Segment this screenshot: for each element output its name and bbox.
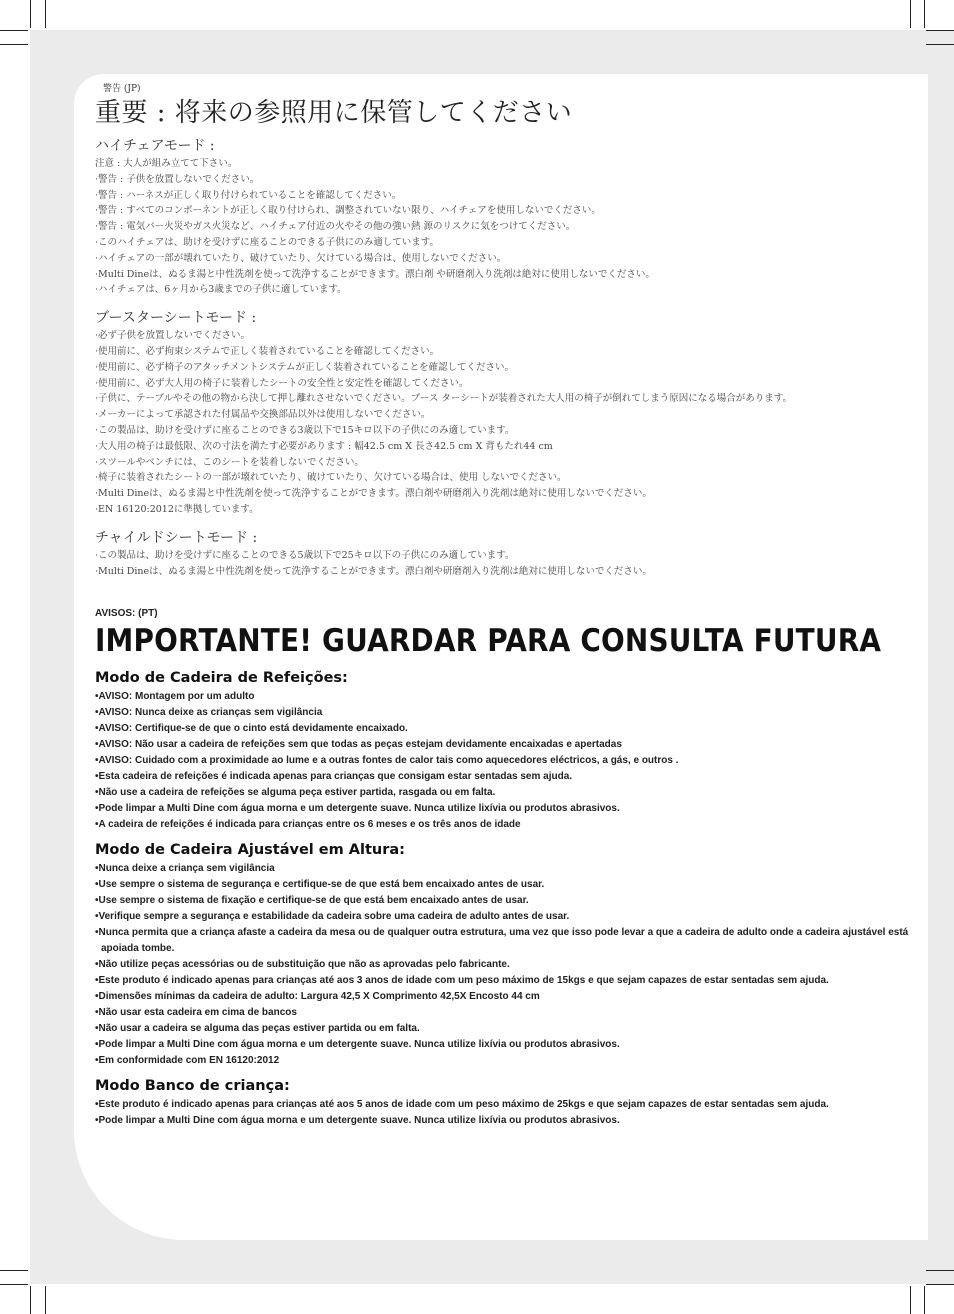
pt-section-heading: Modo Banco de criança: — [95, 1078, 290, 1095]
jp-section-booster — [95, 308, 915, 518]
list-item: •Nunca deixe a criança sem vigilância — [95, 863, 275, 875]
list-item: •Pode limpar a Multi Dine com água morna e um detergente suave. Nunca utilize lixívia ou produtos abrasivos. — [95, 803, 620, 815]
jp-block — [95, 82, 915, 579]
crop-mark — [910, 0, 911, 28]
list-item: ·使用前に、必ず椅子のアタッチメントシステムが正しく装着されていることを確認してください。 — [95, 361, 515, 373]
crop-mark — [926, 1284, 954, 1285]
pt-block — [95, 607, 915, 1129]
list-item: •AVISO: Montagem por um adulto — [95, 691, 255, 703]
jp-section-highchair — [95, 136, 915, 298]
list-item: ·スツールやベンチには、このシートを装着しないでください。 — [95, 456, 364, 468]
list-item: ·椅子に装着されたシートの一部が壊れていたり、破けていたり、欠けている場合は、使用 しないでください。 — [95, 472, 567, 484]
pt-section-childseat — [95, 1075, 915, 1129]
crop-mark — [926, 44, 954, 45]
crop-mark — [30, 0, 31, 28]
list-item: •Não use a cadeira de refeições se alguma peça estiver partida, rasgada ou em falta. — [95, 787, 496, 799]
list-item: •AVISO: Cuidado com a proximidade ao lume e a outras fontes de calor tais como aquecedores eléctricos, a gás, e outros . — [95, 755, 679, 767]
pt-section-booster — [95, 839, 915, 1069]
list-item: ·Multi Dineは、ぬるま湯と中性洗剤を使って洗浄することができます。漂白剤や研磨剤入り洗剤は絶対に使用しないでください。 — [95, 488, 652, 500]
crop-mark — [0, 30, 28, 31]
jp-section-heading: ブースターシートモード : — [95, 310, 257, 327]
list-item: ·ハイチェアの一部が壊れていたり、破けていたり、欠けている場合は、使用しないでください。 — [95, 252, 507, 264]
list-item: ·使用前に、必ず大人用の椅子に装着したシートの安全性と安定性を確認してください。 — [95, 377, 469, 389]
pt-warning-label: AVISOS: (PT) — [95, 608, 158, 620]
list-item: ·警告 : ハーネスが正しく取り付けられていることを確認してください。 — [95, 189, 402, 201]
list-item: •Este produto é indicado apenas para crianças até aos 5 anos de idade com um peso máximo de 25kgs e que sejam capazes de estar sentadas sem ajuda. — [95, 1099, 829, 1111]
list-item: ·Multi Dineは、ぬるま湯と中性洗剤を使って洗浄することができます。漂白剤 や研磨剤入り洗剤は絶対に使用しないでください。 — [95, 268, 655, 280]
list-item: ·EN 16120:2012に準拠しています。 — [95, 503, 259, 515]
list-item: •Use sempre o sistema de fixação e certifique-se de que está bem encaixado antes de usar. — [95, 895, 529, 907]
list-item: •A cadeira de refeições é indicada para crianças entre os 6 meses e os três anos de idade — [95, 819, 521, 831]
list-item: •AVISO: Nunca deixe as crianças sem vigilância — [95, 707, 323, 719]
crop-mark — [910, 1286, 911, 1314]
list-item: ·警告 : 子供を放置しないでください。 — [95, 173, 260, 185]
crop-mark — [924, 1286, 925, 1314]
jp-section-heading: チャイルドシートモード : — [95, 529, 258, 546]
jp-title: 重要 : 将来の参照用に保管してください — [95, 98, 573, 128]
jp-section-childseat — [95, 528, 915, 580]
crop-mark — [0, 44, 28, 45]
jp-warning-label: 警告 (JP) — [103, 84, 141, 94]
list-item: •Não usar a cadeira se alguma das peças estiver partida ou em falta. — [95, 1023, 420, 1035]
list-item: •Esta cadeira de refeições é indicada apenas para crianças que consigam estar sentadas sem ajuda. — [95, 771, 573, 783]
list-item: •Verifique sempre a segurança e estabilidade da cadeira sobre uma cadeira de adulto antes de usar. — [95, 911, 570, 923]
list-item: •Dimensões mínimas da cadeira de adulto: Largura 42,5 X Comprimento 42,5X Encosto 44 cm — [95, 991, 540, 1003]
list-item: •Pode limpar a Multi Dine com água morna e um detergente suave. Nunca utilize lixívia ou produtos abrasivos. — [95, 1115, 620, 1127]
list-item: ·必ず子供を放置しないでください。 — [95, 330, 251, 342]
list-item: ·警告 : すべてのコンポーネントが正しく取り付けられ、調整されていない限り、ハイチェアを使用しないでください。 — [95, 205, 601, 217]
list-item: •Este produto é indicado apenas para crianças até aos 3 anos de idade com um peso máximo de 15kgs e que sejam capazes de estar sentadas sem ajuda. — [95, 975, 829, 987]
crop-mark — [0, 1270, 28, 1271]
pt-title: IMPORTANTE! GUARDAR PARA CONSULTA FUTURA — [95, 623, 882, 660]
list-item: ·メーカーによって承認された付属品や交換部品以外は使用しないでください。 — [95, 409, 431, 421]
list-item: ·このハイチェアは、助けを受けずに座ることのできる子供にのみ適しています。 — [95, 236, 439, 248]
list-item: ·この製品は、助けを受けずに座ることのできる3歳以下で15キロ以下の子供にのみ適しています。 — [95, 424, 515, 436]
list-item: •Pode limpar a Multi Dine com água morna e um detergente suave. Nunca utilize lixívia ou produtos abrasivos. — [95, 1039, 620, 1051]
list-item: ·ハイチェアは、6ヶ月から3歳までの子供に適しています。 — [95, 284, 347, 296]
crop-mark — [30, 1286, 31, 1314]
list-item: ·警告 : 電気バー火災やガス火災など、ハイチェア付近の火やその他の強い熱 源のリスクに気をつけてください。 — [95, 221, 576, 233]
content — [95, 82, 915, 1129]
crop-mark — [924, 0, 925, 28]
crop-mark — [45, 0, 46, 28]
pt-section-heading: Modo de Cadeira de Refeições: — [95, 670, 348, 687]
list-item: •Em conformidade com EN 16120:2012 — [95, 1055, 280, 1067]
list-item: •Não usar esta cadeira em cima de bancos — [95, 1007, 297, 1019]
list-item: ·この製品は、助けを受けずに座ることのできる5歳以下で25キロ以下の子供にのみ適しています。 — [95, 549, 515, 561]
list-item: •AVISO: Não usar a cadeira de refeições sem que todas as peças estejam devidamente encaixadas e apertadas — [95, 739, 622, 751]
jp-section-heading: ハイチェアモード : — [95, 138, 215, 154]
crop-mark — [926, 30, 954, 31]
list-item: •AVISO: Certifique-se de que o cinto está devidamente encaixado. — [95, 723, 408, 735]
list-item: •Não utilize peças acessórias ou de substituição que não as aprovadas pelo fabricante. — [95, 959, 510, 971]
list-item: ·Multi Dineは、ぬるま湯と中性洗剤を使って洗浄することができます。漂白剤や研磨剤入り洗剤は絶対に使用しないでください。 — [95, 565, 652, 577]
list-item: ·大人用の椅子は最低限、次の寸法を満たす必要があります : 幅42.5 cm X 長さ42.5 cm X 背もたれ44 cm — [95, 440, 553, 452]
crop-mark — [45, 1286, 46, 1314]
pt-section-highchair — [95, 667, 915, 833]
list-item: 注意 : 大人が組み立てて下さい。 — [95, 158, 238, 169]
crop-mark — [0, 1284, 28, 1285]
list-item: ·使用前に、必ず拘束システムで正しく装着されていることを確認してください。 — [95, 345, 440, 357]
pt-section-heading: Modo de Cadeira Ajustável em Altura: — [95, 842, 405, 859]
list-item: •Nunca permita que a criança afaste a cadeira da mesa ou de qualquer outra estrutura, uma vez que isso pode levar a que a cadeira de adulto onde a cadeira ajustável está apoiada tombe. — [95, 927, 909, 955]
crop-mark — [926, 1270, 954, 1271]
list-item: •Use sempre o sistema de segurança e certifique-se de que está bem encaixado antes de usar. — [95, 879, 545, 891]
list-item: ·子供に、テーブルやその他の物から決して押し離れさせないでください。ブース ターシートが装着された大人用の椅子が倒れてしまう原因になる場合があります。 — [95, 393, 792, 405]
